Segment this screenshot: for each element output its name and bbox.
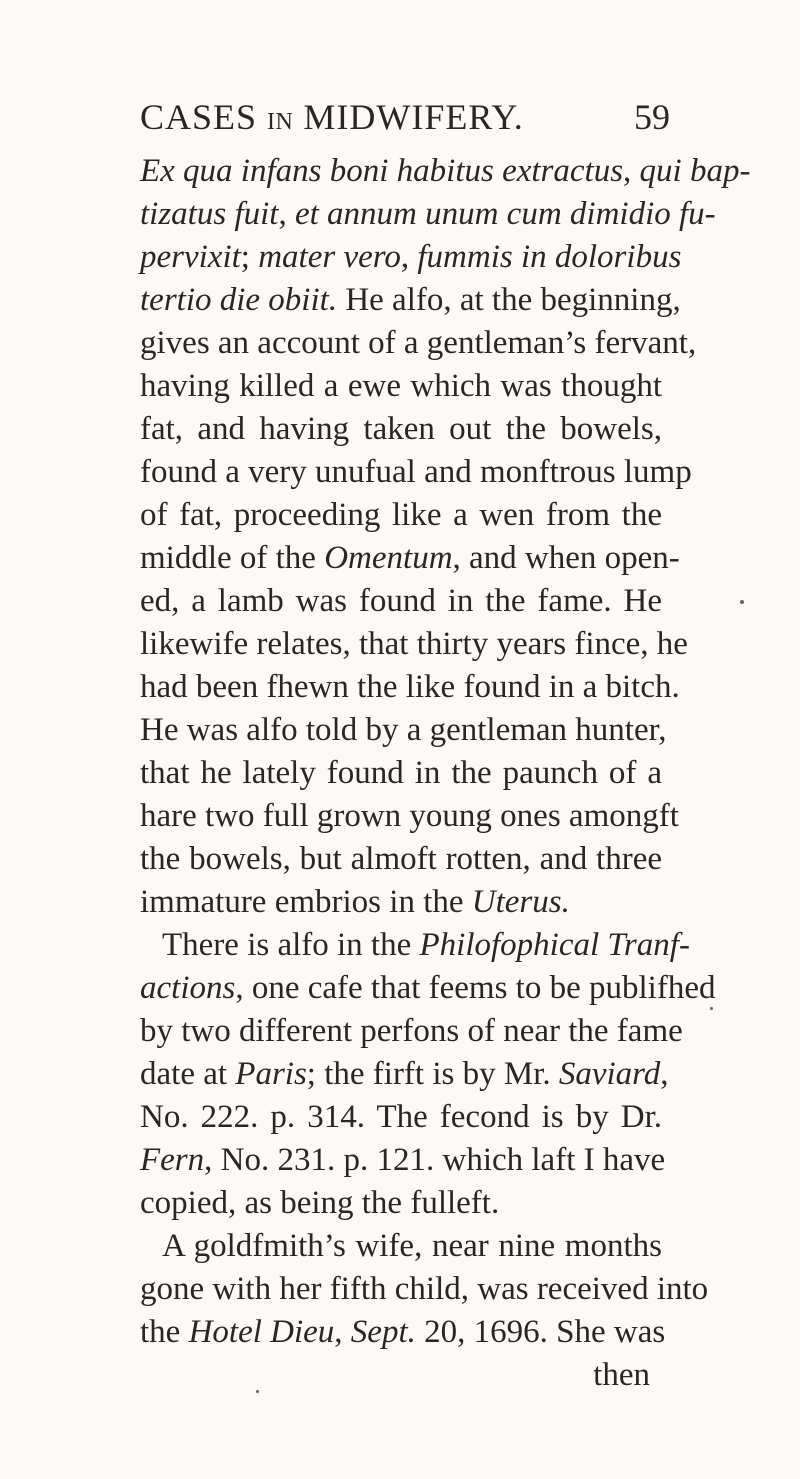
italic-text: Philofophical Tranf- [419,927,690,963]
text-line [140,967,716,1010]
running-head-title-part1: CASES [140,97,268,137]
italic-text: Paris [235,1056,307,1092]
text-line [140,752,662,795]
italic-text: pervixit [140,239,241,275]
text-run: middle of the [140,540,325,576]
text-line [140,408,662,451]
text-run: found a very unufual and monftrous lump [140,454,692,490]
text-run: , and when open- [452,540,680,576]
italic-text: Saviard [558,1056,661,1092]
text-line [140,451,692,494]
text-run: likewife relates, that thirty years fince, he [140,626,688,662]
italic-text: tertio die obiit. [140,282,338,318]
running-head-title-part3: MIDWIFERY. [293,97,524,137]
italic-text: Hotel Dieu [188,1314,335,1350]
text-line [140,709,667,752]
text-run: ; the firft is by Mr. [306,1056,559,1092]
italic-text: tizatus fuit [140,196,279,232]
italic-text: Omentum [324,540,453,576]
text-run: gives an account of a gentleman’s fervant, [140,325,697,361]
text-run: by two different perfons of near the fame [140,1013,683,1049]
italic-text: mater vero [258,239,401,275]
text-run: He was alfo told by a gentleman hunter, [140,712,667,748]
italic-text: et annum unum cum dimidio fu- [294,196,716,232]
text-line [140,494,662,537]
text-line [140,279,681,322]
paper-speck [256,1390,259,1393]
text-line [140,236,682,279]
text-run: , No. 231. p. 121. which laft I have [204,1142,666,1178]
text-run: copied, as being the fulleft. [140,1185,500,1221]
text-run: the [140,1314,189,1350]
italic-text: fummis in doloribus [417,239,682,275]
text-run: , [660,1056,669,1092]
text-line [140,1010,683,1053]
text-line [140,1053,669,1096]
italic-text: Sept. [350,1314,416,1350]
text-run: immature embrios in the [140,884,472,920]
text-run: , one cafe that feems to be publifhed [235,970,716,1006]
text-run: , [623,153,640,189]
text-line [140,1311,666,1354]
running-head [140,96,670,146]
body-text [140,150,751,1397]
text-run: No. 222. p. 314. The fecond is by Dr. [140,1099,662,1135]
text-line [140,365,662,408]
text-run: fat, and having taken out the bowels, [140,411,662,447]
text-run: gone with her fifth child, was received into [140,1271,709,1307]
text-line [140,924,690,967]
text-run: , [400,239,418,275]
text-line [140,1139,666,1182]
text-run: having killed a ewe which was thought [140,368,662,404]
text-line [140,1268,709,1311]
text-run: had been fhewn the like found in a bitch. [140,669,680,705]
paper-speck [710,1007,713,1010]
text-line [140,838,662,881]
running-head-title [140,96,524,138]
text-run: ; [240,239,259,275]
text-line [140,881,662,924]
text-line [140,666,680,709]
page-number: 59 [634,97,670,137]
text-run: the bowels, but almoft rotten, and three [140,841,662,877]
text-line [140,537,680,580]
text-line [140,150,751,193]
text-line [140,1182,662,1225]
running-head-title-part2: IN [267,109,294,135]
italic-text: Uterus. [471,884,570,920]
text-run: ed, a lamb was found in the fame. He [140,583,662,619]
text-line [140,623,688,666]
text-run: A goldfmith’s wife, near nine months [162,1228,662,1264]
catchword: then [593,1357,650,1393]
text-run: date at [140,1056,236,1092]
text-run: There is alfo in the [162,927,420,963]
text-line [140,795,679,838]
italic-text: qui bap- [639,153,751,189]
italic-text: actions [140,970,236,1006]
text-line [140,1225,662,1268]
text-run: 20, 1696. She was [415,1314,666,1350]
text-line [140,322,697,365]
text-line [140,1096,662,1139]
italic-text: Fern [140,1142,205,1178]
text-run: that he lately found in the paunch of a [140,755,662,791]
text-run: of fat, proceeding like a wen from the [140,497,662,533]
text-run: hare two full grown young ones amongft [140,798,679,834]
text-line [140,580,662,623]
text-line [140,193,716,236]
italic-text: Ex qua infans boni habitus extractus [140,153,624,189]
text-run: , [278,196,295,232]
paper-speck [740,600,744,604]
text-run: , [334,1314,351,1350]
text-run: He alfo, at the beginning, [337,282,681,318]
